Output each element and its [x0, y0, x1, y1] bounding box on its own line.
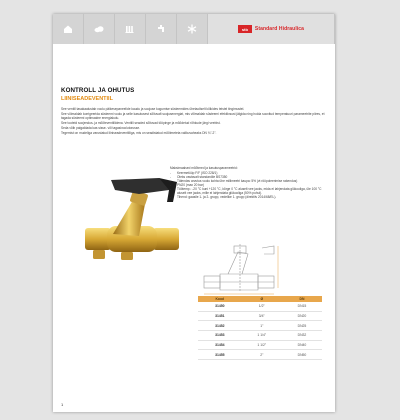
cell-dn: DN50: [282, 350, 322, 360]
cell-dn: DN40: [282, 340, 322, 350]
spec-item: - Keermetüüp F/F (ISO 228/1): [170, 171, 330, 175]
intro-paragraph: See ventiil tasakaalustab voolu päikesepaneelide kaudu ja soojuse kogumise süsteemides ühetaoliselt kõikides teistel tingimustel.: [61, 107, 245, 111]
spec-item: - Täiendav arvutus voolu kohta ühe millimeetri kaupa: 5% (vt rööpoleerimise rakendus): [170, 179, 330, 183]
column-header-diameter: Ø: [242, 296, 282, 302]
brand-name: Standard Hidraulica: [254, 26, 305, 32]
page-number: 1: [61, 402, 64, 407]
intro-paragraph: See tooteid soojendus- ja mõõteventiilidena. Ventiili seaded sõltuvad tööpinge ja mõõdetud rõhkude järgi veebist.: [61, 121, 221, 126]
cell-code: 31453: [198, 331, 242, 341]
cell-diameter: 1 1/4": [242, 331, 282, 341]
spec-item-text: Töötemp.: -20 °C kuni +120 °C, kõrge 0 °C aluselt vee jaoks, mida ei lahjendata glükooliga, üle 100 °C aluselt vee jaoks, mille ei lahjendata glükooliga (50% puhul).: [177, 187, 322, 196]
table-row: [198, 340, 322, 350]
cell-dn: DN15: [282, 302, 322, 311]
cell-diameter: 2": [242, 350, 282, 360]
cell-diameter: 1 1/2": [242, 340, 282, 350]
cloud-icon: [84, 14, 115, 44]
intro-paragraph: Tegemist on mudeliga varustatud liiniseadeventiiliga, mis on seadistatud mõõtmeteta valikuvaheaks DN ¾"-2".: [61, 130, 217, 135]
table-row: [198, 331, 322, 341]
intro-paragraph: Seda võib paigaldada kas sisse- või tagasivoolutorusse.: [61, 126, 141, 131]
table-row: [198, 311, 322, 321]
spec-item: - PN20 (max 20 bar): [170, 183, 330, 187]
cell-dn: DN20: [282, 311, 322, 321]
cell-dn: DN32: [282, 331, 322, 341]
spec-item-text: Täiendav arvutus voolu kohta ühe millimeetri kaupa: 5% (vt rööpoleerimise rakendus): [177, 178, 298, 183]
spec-item: - Töötemp.: -20 °C kuni +120 °C, kõrge 0 °C aluselt vee jaoks, mida ei lahjendata glükooliga, üle 100 °C aluselt vee jaoks, mille ei lahjendata glükooliga (50% puhul).: [170, 187, 330, 195]
specifications-list: [170, 166, 330, 199]
intro-paragraph: See võimaldab korrigeerida süsteemi voolu ja selle kasutusest sõltuvalt soojusenergiat, mis võimaldab süsteemi efektiivsust jälgida ning hoida soovitud temperatuuri parameetrite piires, et tagada süsteemi optimaalne energiakulu.: [61, 111, 325, 121]
cell-code: 31450: [198, 302, 242, 311]
cell-code: 31454: [198, 340, 242, 350]
cell-diameter: 3/4": [242, 311, 282, 321]
spec-item-text: Oleks vastavalt standardile BS7350: [177, 174, 228, 179]
cell-diameter: 1": [242, 321, 282, 331]
tap-icon: [146, 14, 177, 44]
specifications-heading: Maksimaalsed mõõtmed ja kasutusparameetrid:: [170, 166, 238, 170]
table-row: [198, 350, 322, 360]
product-code-table: [198, 296, 322, 360]
spec-item: - Tihend: gaasile 1- ja 2- grupp, vedelike 1. grupp (direktiiv 2014/68/EL).: [170, 195, 330, 199]
table-row: [198, 302, 322, 311]
category-header-bar: [53, 14, 335, 44]
home-icon: [53, 14, 84, 44]
section-subtitle: LIINISEADEVENTIIL: [61, 96, 113, 102]
radiator-icon: [115, 14, 146, 44]
cell-code: 31455: [198, 350, 242, 360]
spec-item-text: PN20 (max 20 bar): [177, 182, 204, 187]
spec-item: - Oleks vastavalt standardile BS7350: [170, 175, 330, 179]
intro-text: [61, 107, 327, 136]
spec-item-text: Tihend: gaasile 1- ja 2- grupp, vedelike 1. grupp (direktiiv 2014/68/EL).: [177, 195, 277, 200]
section-title: KONTROLL JA OHUTUS: [61, 87, 135, 94]
brand-logo: stb: [238, 25, 252, 33]
column-header-dn: DN: [282, 296, 322, 302]
cell-diameter: 1/2": [242, 302, 282, 311]
valve-technical-drawing: [198, 242, 283, 297]
column-header-code: Kood: [198, 296, 242, 302]
cell-code: 31451: [198, 311, 242, 321]
document-page: [53, 14, 335, 412]
brand-area: [208, 14, 335, 44]
snowflake-icon: [177, 14, 208, 44]
cell-code: 31452: [198, 321, 242, 331]
cell-dn: DN25: [282, 321, 322, 331]
table-row: [198, 321, 322, 331]
spec-item-text: Keermetüüp F/F (ISO 228/1): [177, 170, 218, 175]
